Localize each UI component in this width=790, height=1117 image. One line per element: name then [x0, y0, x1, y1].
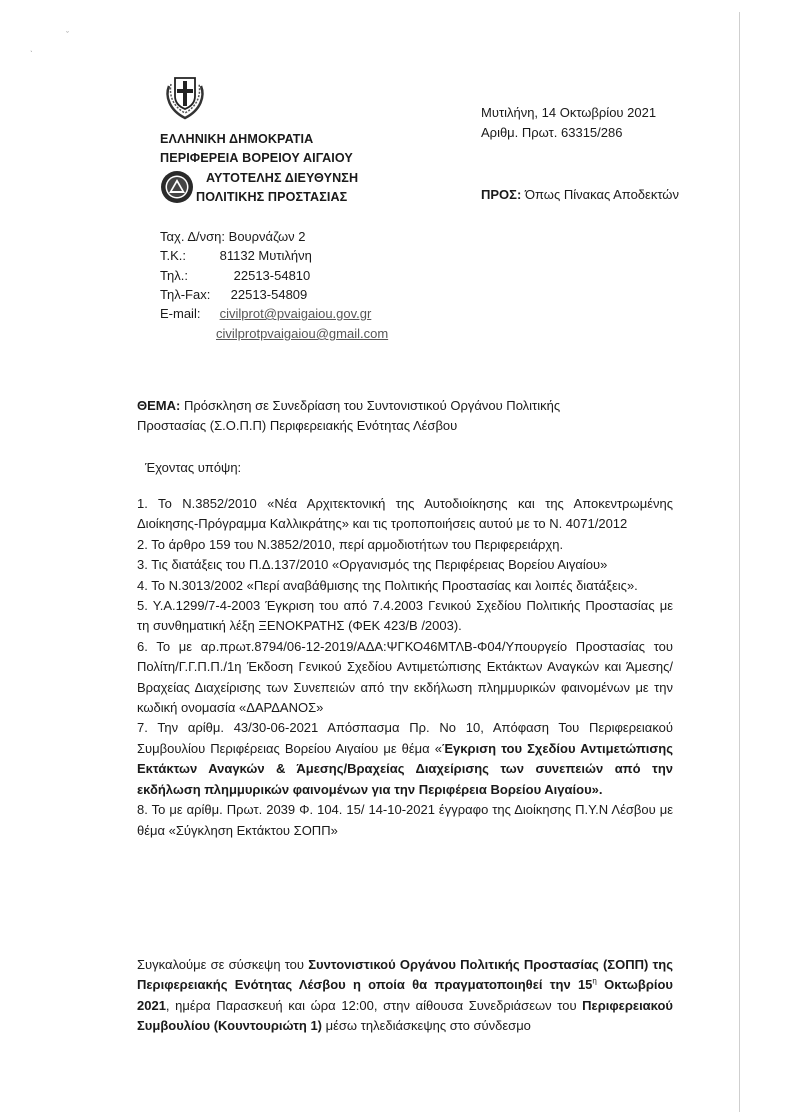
invite-bold-1: Συντονιστικού Οργάνου Πολιτικής Προστασίας (ΣΟΠΠ) της Περιφερειακής Ενότητας Λέσβου η οποία θα πραγματοποιηθεί την 15	[137, 957, 673, 993]
org-name-line4: ΠΟΛΙΤΙΚΗΣ ΠΡΟΣΤΑΣΙΑΣ	[196, 190, 348, 204]
address-fax	[160, 287, 307, 302]
list-item: 6. Το με αρ.πρωτ.8794/06-12-2019/ΑΔΑ:ΨΓΚΟ46ΜΤΛΒ-Φ04/Υπουργείο Προστασίας του Πολίτη/Γ.Γ.Π.Π./1η Έκδοση Γενικού Σχεδίου Αντιμετώπισης Εκτάκτων Αναγκών και Άμεσης/Βραχείας Διαχείρισης των Συνεπειών από την εκδήλωση πλημμυρικών φαινομένων με την κωδική ονομασία «ΔΑΡΔΑΝΟΣ»	[137, 638, 673, 716]
item7-bold: Έγκριση του Σχεδίου Αντιμετώπισης Εκτάκτων Αναγκών & Άμεσης/Βραχείας Διαχείρισης των συνεπειών από την εκδήλωση πλημμυρικών φαινομένων για την Περιφέρεια Βορείου Αιγαίου».	[137, 740, 673, 797]
invite-bold-3: Περιφερειακού Συμβουλίου (Κουντουριώτη 1)	[137, 997, 673, 1034]
subject	[137, 396, 673, 437]
considering-heading: Έχοντας υπόψη:	[145, 460, 242, 475]
recipients-label: ΠΡΟΣ:	[481, 187, 522, 202]
scan-speck: ˎ	[30, 42, 33, 52]
place-date: Μυτιλήνη, 14 Οκτωβρίου 2021	[481, 105, 657, 120]
recipients	[481, 187, 679, 202]
invitation-paragraph	[137, 955, 673, 1037]
invite-bold-2: Οκτωβρίου 2021	[137, 977, 674, 1013]
email-link-1[interactable]: civilprot@pvaigaiou.gov.gr	[219, 306, 372, 321]
greek-emblem-icon	[163, 72, 207, 120]
org-name-line2: ΠΕΡΙΦΕΡΕΙΑ ΒΟΡΕΙΟΥ ΑΙΓΑΙΟΥ	[160, 151, 353, 165]
invite-sup: η	[592, 977, 597, 987]
list-item	[137, 718, 673, 800]
fax-label: Τηλ-Fax:	[160, 287, 211, 302]
address-zip	[160, 248, 312, 263]
org-name-line3: ΑΥΤΟΤΕΛΗΣ ΔΙΕΥΘΥΝΣΗ	[206, 171, 359, 185]
org-name-line1: ΕΛΛΗΝΙΚΗ ΔΗΜΟΚΡΑΤΙΑ	[160, 132, 314, 146]
list-item: 2. Το άρθρο 159 του Ν.3852/2010, περί αρμοδιοτήτων του Περιφερειάρχη.	[137, 536, 564, 552]
invite-text-1: Συγκαλούμε σε σύσκεψη του	[137, 957, 309, 972]
subject-line2: Προστασίας (Σ.Ο.Π.Π) Περιφερειακής Ενότητας Λέσβου	[137, 418, 458, 434]
scan-edge-line	[739, 12, 740, 1112]
phone-label: Τηλ.:	[160, 268, 188, 283]
scan-speck: ˇ	[66, 30, 69, 40]
subject-line1: Πρόσκληση σε Συνεδρίαση του Συντονιστικού Οργάνου Πολιτικής	[183, 398, 561, 413]
street-label: Ταχ. Δ/νση:	[160, 229, 226, 244]
address-street	[160, 229, 305, 244]
invite-text-2: , ημέρα Παρασκευή και ώρα 12:00, στην αίθουσα Συνεδριάσεων του	[165, 997, 583, 1013]
list-item: 8. Το με αρίθμ. Πρωτ. 2039 Φ. 104. 15/ 14-10-2021 έγγραφο της Διοίκησης Π.Υ.Ν Λέσβου με θέμα «Σύγκληση Εκτάκτου ΣΟΠΠ»	[137, 802, 673, 838]
phone-value: 22513-54810	[233, 268, 311, 283]
fax-value: 22513-54809	[230, 287, 308, 302]
recipients-value: Όπως Πίνακας Αποδεκτών	[524, 187, 679, 202]
zip-label: Τ.Κ.:	[160, 248, 187, 263]
email-label: E-mail:	[160, 306, 201, 321]
address-phone	[160, 268, 310, 283]
list-item: 4. Το Ν.3013/2002 «Περί αναβάθμισης της Πολιτικής Προστασίας και λοιπές διατάξεις».	[137, 577, 638, 593]
considerations-list	[137, 494, 673, 841]
list-item: 1. Το Ν.3852/2010 «Νέα Αρχιτεκτονική της Αυτοδιοίκησης και της Αποκεντρωμένης Διοίκησης-Πρόγραμμα Καλλικράτης» και τις τροποποιήσεις αυτού με το Ν. 4071/2012	[137, 496, 673, 532]
invite-text-3: μέσω τηλεδιάσκεψης στο σύνδεσμο	[322, 1018, 531, 1034]
item7-text: 7. Την αρίθμ. 43/30-06-2021 Απόσπασμα Πρ. Νο 10, Απόφαση Του Περιφερειακού Συμβουλίου Περιφέρειας Βορείου Αιγαίου με θέμα «	[137, 720, 673, 756]
address-email	[160, 306, 371, 321]
civil-protection-seal-icon	[160, 170, 194, 204]
address-email-2	[216, 326, 388, 341]
zip-value: 81132 Μυτιλήνη	[219, 248, 312, 263]
email-link-2[interactable]: civilprotpvaigaiou@gmail.com	[216, 326, 389, 341]
subject-label: ΘΕΜΑ:	[137, 398, 181, 413]
protocol-number: Αριθμ. Πρωτ. 63315/286	[481, 125, 623, 140]
street-value: Βουρνάζων 2	[228, 229, 306, 244]
list-item: 3. Τις διατάξεις του Π.Δ.137/2010 «Οργανισμός της Περιφέρειας Βορείου Αιγαίου»	[137, 557, 608, 573]
list-item: 5. Υ.Α.1299/7-4-2003 Έγκριση του από 7.4.2003 Γενικού Σχεδίου Πολιτικής Προστασίας με τη συνθηματική λέξη ΞΕΝΟΚΡΑΤΗΣ (ΦΕΚ 423/Β /2003).	[137, 598, 673, 634]
